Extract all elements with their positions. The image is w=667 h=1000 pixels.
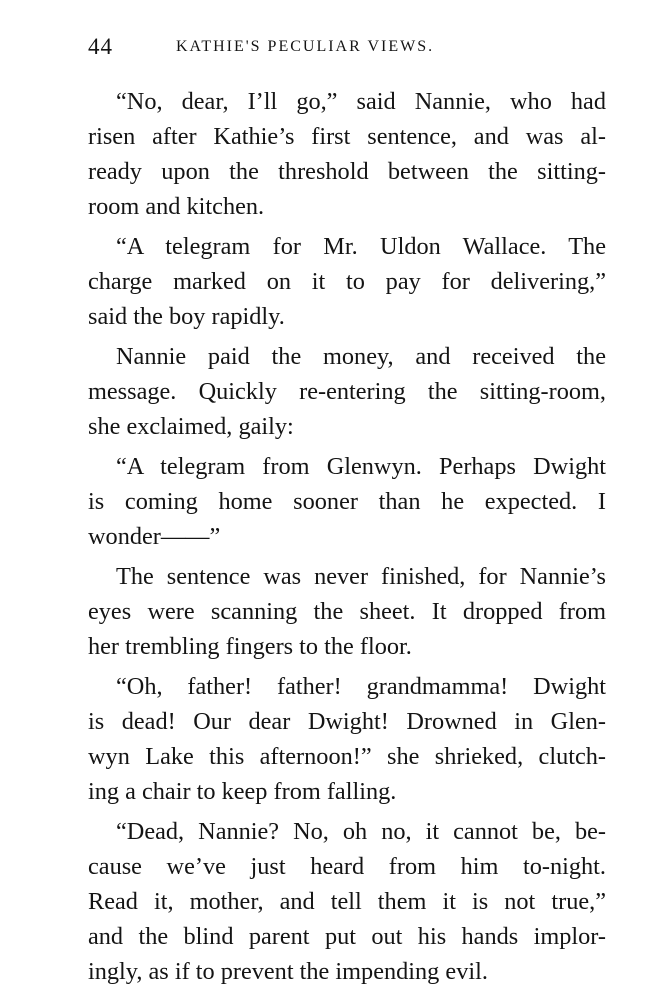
- text-line: said the boy rapidly.: [88, 303, 285, 330]
- book-page: [88, 30, 606, 994]
- text-line: wonder——”: [88, 523, 221, 550]
- text-line: The sentence was never finished, for Nannie’s: [116, 563, 606, 590]
- page-header: [88, 30, 606, 66]
- text-line: “A telegram for Mr. Uldon Wallace. The: [116, 233, 606, 260]
- text-line: risen after Kathie’s first sentence, and was al-: [88, 123, 606, 150]
- body-text: [88, 84, 606, 989]
- text-line: room and kitchen.: [88, 193, 265, 220]
- text-line: cause we’ve just heard from him to-night.: [88, 853, 606, 880]
- text-line: ingly, as if to prevent the impending evil.: [88, 958, 488, 985]
- text-line: Read it, mother, and tell them it is not true,”: [88, 888, 606, 915]
- text-line: she exclaimed, gaily:: [88, 413, 294, 440]
- text-line: “Oh, father! father! grandmamma! Dwight: [116, 673, 606, 700]
- paragraph: [88, 814, 606, 989]
- text-line: eyes were scanning the sheet. It dropped from: [88, 598, 606, 625]
- text-line: wyn Lake this afternoon!” she shrieked, clutch-: [88, 743, 606, 770]
- text-line: ing a chair to keep from falling.: [88, 778, 397, 805]
- running-head: KATHIE'S PECULIAR VIEWS.: [176, 38, 435, 55]
- page-number: 44: [88, 34, 113, 59]
- text-line: “No, dear, I’ll go,” said Nannie, who had: [116, 88, 606, 115]
- paragraph: [88, 559, 606, 664]
- text-line: Nannie paid the money, and received the: [116, 343, 606, 370]
- paragraph: [88, 669, 606, 809]
- text-line: “A telegram from Glenwyn. Perhaps Dwight: [116, 453, 606, 480]
- paragraph: [88, 339, 606, 444]
- text-line: message. Quickly re-entering the sitting-room,: [88, 378, 606, 405]
- text-line: and the blind parent put out his hands implor-: [88, 923, 606, 950]
- paragraph: [88, 84, 606, 224]
- text-line: her trembling fingers to the floor.: [88, 633, 412, 660]
- text-line: charge marked on it to pay for delivering,”: [88, 268, 606, 295]
- text-line: “Dead, Nannie? No, oh no, it cannot be, be-: [116, 818, 606, 845]
- text-line: is dead! Our dear Dwight! Drowned in Glen-: [88, 708, 606, 735]
- text-line: ready upon the threshold between the sitting-: [88, 158, 606, 185]
- text-line: is coming home sooner than he expected. I: [88, 488, 606, 515]
- paragraph: [88, 449, 606, 554]
- paragraph: [88, 229, 606, 334]
